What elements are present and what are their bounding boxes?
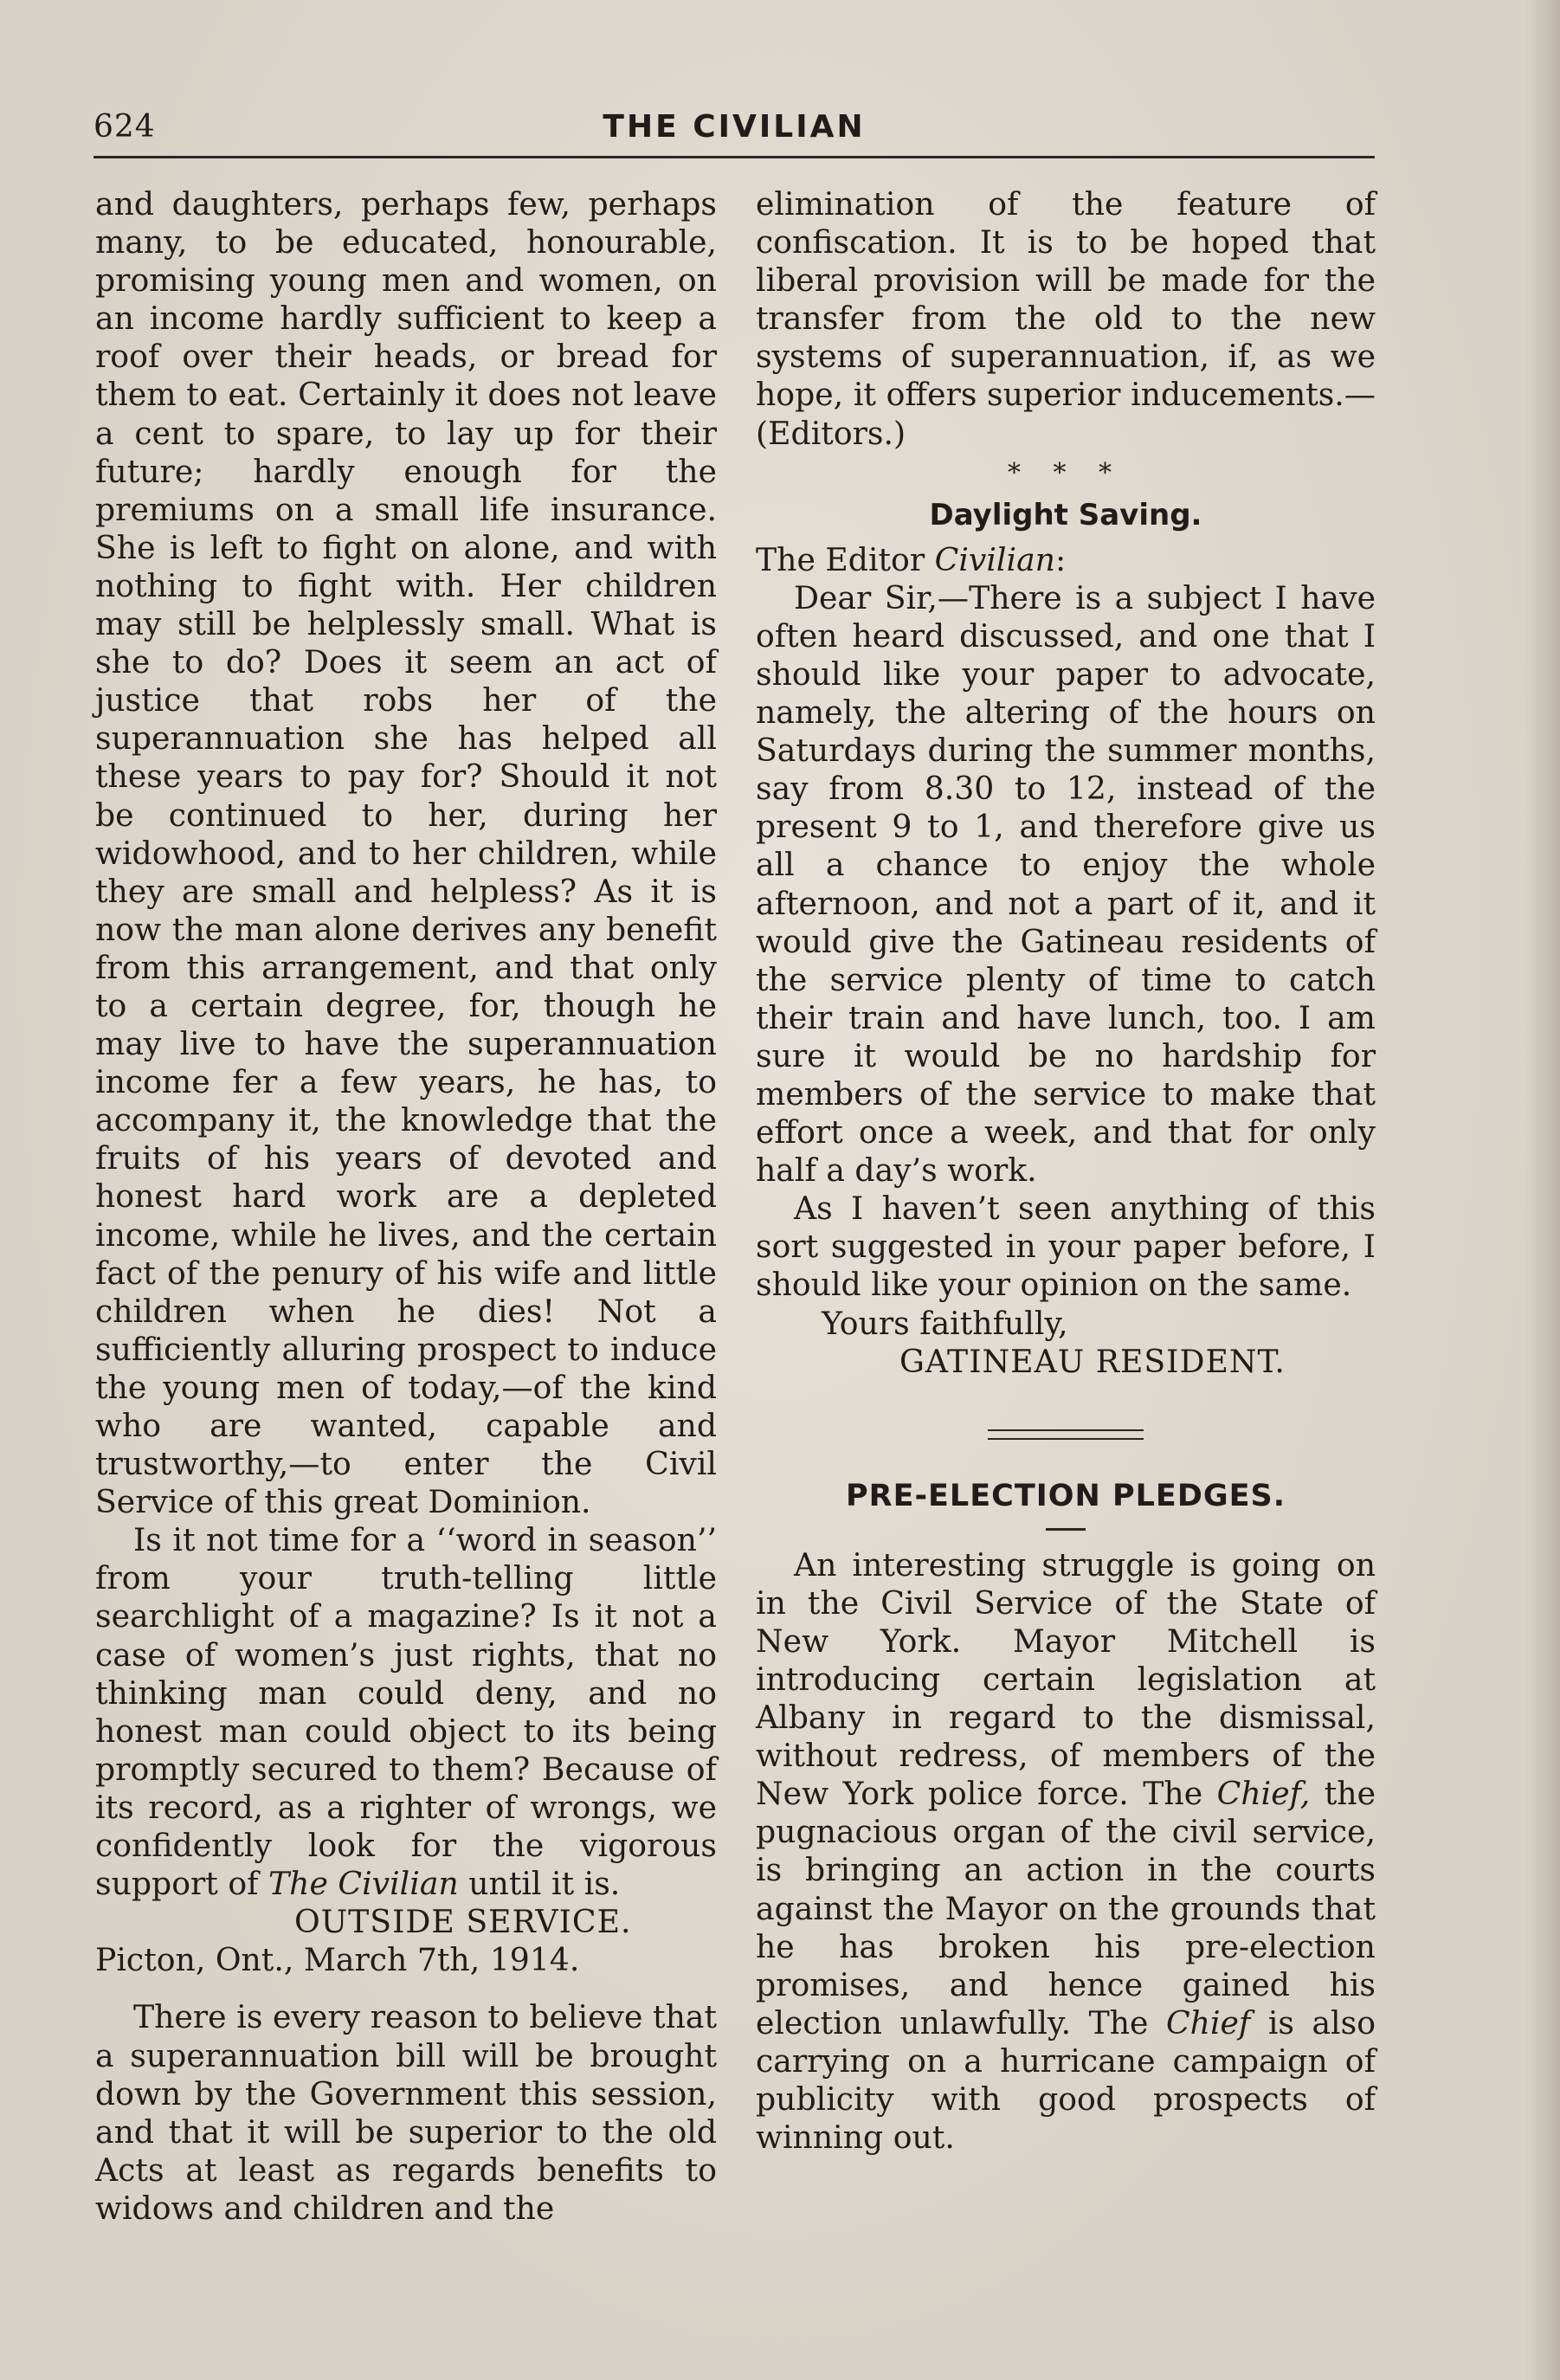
- salutation-italic: Civilian: [934, 540, 1055, 578]
- article-text-b: the pugnacious organ of the civil service, is bringing an action in the courts against the Mayor on the grounds that he has broken his pre-election promises, and hence gained his election unlawfully. The: [756, 1775, 1376, 2041]
- right-column: [756, 185, 1376, 2157]
- left-paragraph-2-text-b: until it is.: [458, 1865, 621, 1903]
- letter-valediction: Yours faithfully,: [822, 1304, 1068, 1342]
- left-paragraph-1: and daughters, perhaps few, perhaps many, to be educated, honourable, promising young men and women, on an income hardly sufficient to keep a roof over their heads, or bread for them to eat. Certainly it does not leave a cent to spare, to lay up for their future; hardly enough for the premiums on a small life insurance. She is left to fight on alone, and with nothing to fight with. Her children may still be helplessly small. What is she to do? Does it seem an act of justice that robs her of the superannuation she has helped all these years to pay for? Should it not be continued to her, during her widowhood, and to her children, while they are small and helpless? As it is now the man alone derives any benefit from this arrangement, and that only to a certain degree, for, though he may live to have the superannuation income fer a few years, he has, to accompany it, the knowledge that the fruits of his years of devoted and honest hard work are a depleted income, while he lives, and the certain fact of the penury of his wife and little children when he dies! Not a sufficiently alluring prospect to induce the young men of today,—of the kind who are wanted, capable and trustworthy,—to enter the Civil Service of this great Dominion.: [95, 185, 717, 1521]
- section-double-rule: [988, 1429, 1144, 1440]
- running-header: [93, 102, 1375, 154]
- salutation-colon: :: [1054, 540, 1067, 578]
- letter-signature-outside-service: OUTSIDE SERVICE.: [294, 1903, 632, 1941]
- daylight-letter-paragraph-1: Dear Sir,—There is a subject I have often heard discussed, and one that I should like your paper to advocate, namely, the altering of the hours on Saturdays during the summer months, say from 8.30 to 12, instead of the present 9 to 1, and therefore give us all a chance to enjoy the whole afternoon, and not a part of it, and it would give the Gatineau residents of the service plenty of time to catch their train and have lunch, too. I am sure it would be no hardship for members of the service to make that effort once a week, and that for only half a day’s work.: [756, 578, 1376, 1190]
- salutation-text: The Editor: [756, 540, 935, 578]
- left-column: [95, 185, 717, 2228]
- left-paragraph-2-magazine-title: The Civilian: [268, 1865, 459, 1903]
- daylight-letter-paragraph-2: As I haven’t seen anything of this sort suggested in your paper before, I should like your opinion on the same.: [756, 1190, 1376, 1304]
- page-number: 624: [93, 109, 156, 145]
- heading-daylight-saving: Daylight Saving.: [929, 497, 1202, 532]
- pledges-article-paragraph: [756, 1546, 1376, 2157]
- left-paragraph-2-text-a: Is it not time for a ‘‘word in season’’ from your truth-telling little searchlight of a magazine? Is it not a case of women’s just rights, that no thinking man could deny, and no honest man could object to its being promptly secured to them? Because of its record, as a righter of wrongs, we confidently look for the vigorous support of: [95, 1521, 717, 1903]
- letter-dateline: Picton, Ont., March 7th, 1914.: [95, 1941, 580, 1979]
- article-text-c: is also carrying on a hurricane campaign of publicity with good prospects of winning out.: [756, 2003, 1376, 2157]
- editor-note-start: There is every reason to believe that a superannuation bill will be brought down by the Government this session, and that it will be superior to the old Acts at least as regards benefits to widows and children and the: [95, 1998, 717, 2227]
- article-text-a: An interesting struggle is going on in the Civil Service of the State of New York. Mayor Mitchell is introducing certain legislation at Albany in regard to the dismissal, without redress, of members of the New York police force. The: [756, 1545, 1376, 1813]
- article-chief-italic-2: Chief: [1165, 2003, 1251, 2041]
- section-stars: * * *: [1007, 457, 1125, 488]
- letter-signature-gatineau: GATINEAU RESIDENT.: [899, 1342, 1286, 1380]
- letter-salutation: [756, 541, 1376, 579]
- article-chief-italic-1: Chief,: [1216, 1775, 1311, 1813]
- running-title: THE CIVILIAN: [603, 109, 866, 145]
- editor-note-end: elimination of the feature of confiscation. It is to be hoped that liberal provision will be made for the transfer from the old to the new systems of superannuation, if, as we hope, it offers superior inducements.—(Editors.): [756, 185, 1376, 452]
- header-rule: [93, 156, 1375, 158]
- heading-short-rule: [1046, 1528, 1086, 1531]
- heading-pre-election-pledges: PRE-ELECTION PLEDGES.: [845, 1478, 1286, 1513]
- left-paragraph-2: [95, 1521, 717, 1903]
- page-edge-shadow: [1525, 0, 1560, 2380]
